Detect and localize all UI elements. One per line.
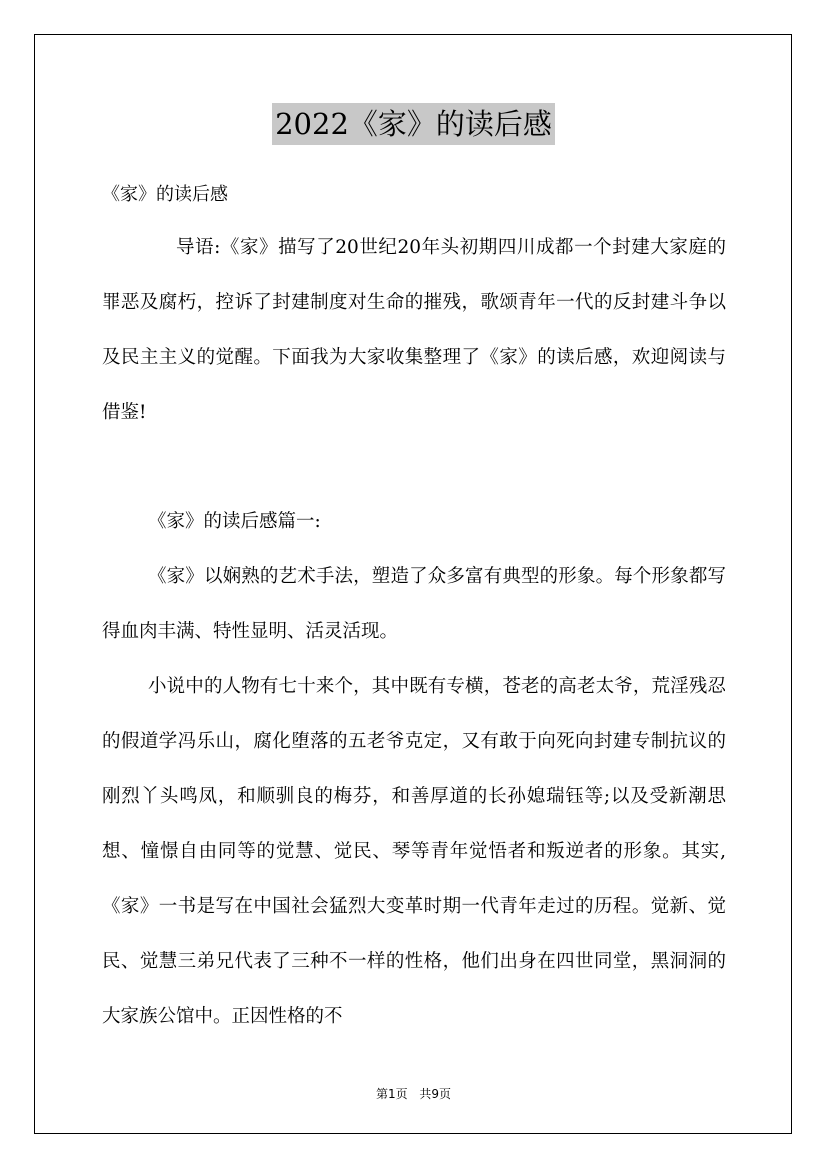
body-paragraph-2: 小说中的人物有七十来个，其中既有专横，苍老的高老太爷，荒淫残忍的假道学冯乐山，腐化堕落的五老爷克定，又有敢于向死向封建专制抗议的刚烈丫头鸣凤，和顺驯良的梅芬，和善厚道的长孙媳瑞钰等;以及受新潮思想、憧憬自由同等的觉慧、觉民、琴等青年觉悟者和叛逆者的形象。其实,《家》一书是写在中国社会猛烈大变革时期一代青年走过的历程。觉新、觉民、觉慧三弟兄代表了三种不一样的性格，他们出身在四世同堂，黑洞洞的大家族公馆中。正因性格的不 xyxy=(102,676,726,1027)
page-number: 第1页 xyxy=(375,1087,408,1101)
document-subtitle: 《家》的读后感 xyxy=(102,184,228,205)
section-heading: 《家》的读后感篇一: xyxy=(148,511,321,532)
body-paragraph-1: 《家》以娴熟的艺术手法，塑造了众多富有典型的形象。每个形象都写得血肉丰满、特性显明、活灵活现。 xyxy=(102,566,726,642)
page-total: 共9页 xyxy=(419,1087,452,1101)
intro-paragraph: 导语:《家》描写了20世纪20年头初期四川成都一个封建大家庭的罪恶及腐朽，控诉了封建制度对生命的摧残，歌颂青年一代的反封建斗争以及民主主义的觉醒。下面我为大家收集整理了《家》的读后感，欢迎阅读与借鉴! xyxy=(102,237,726,423)
page-footer xyxy=(0,1085,827,1102)
document-title-wrapper xyxy=(0,103,827,145)
document-title: 2022《家》的读后感 xyxy=(272,103,555,145)
